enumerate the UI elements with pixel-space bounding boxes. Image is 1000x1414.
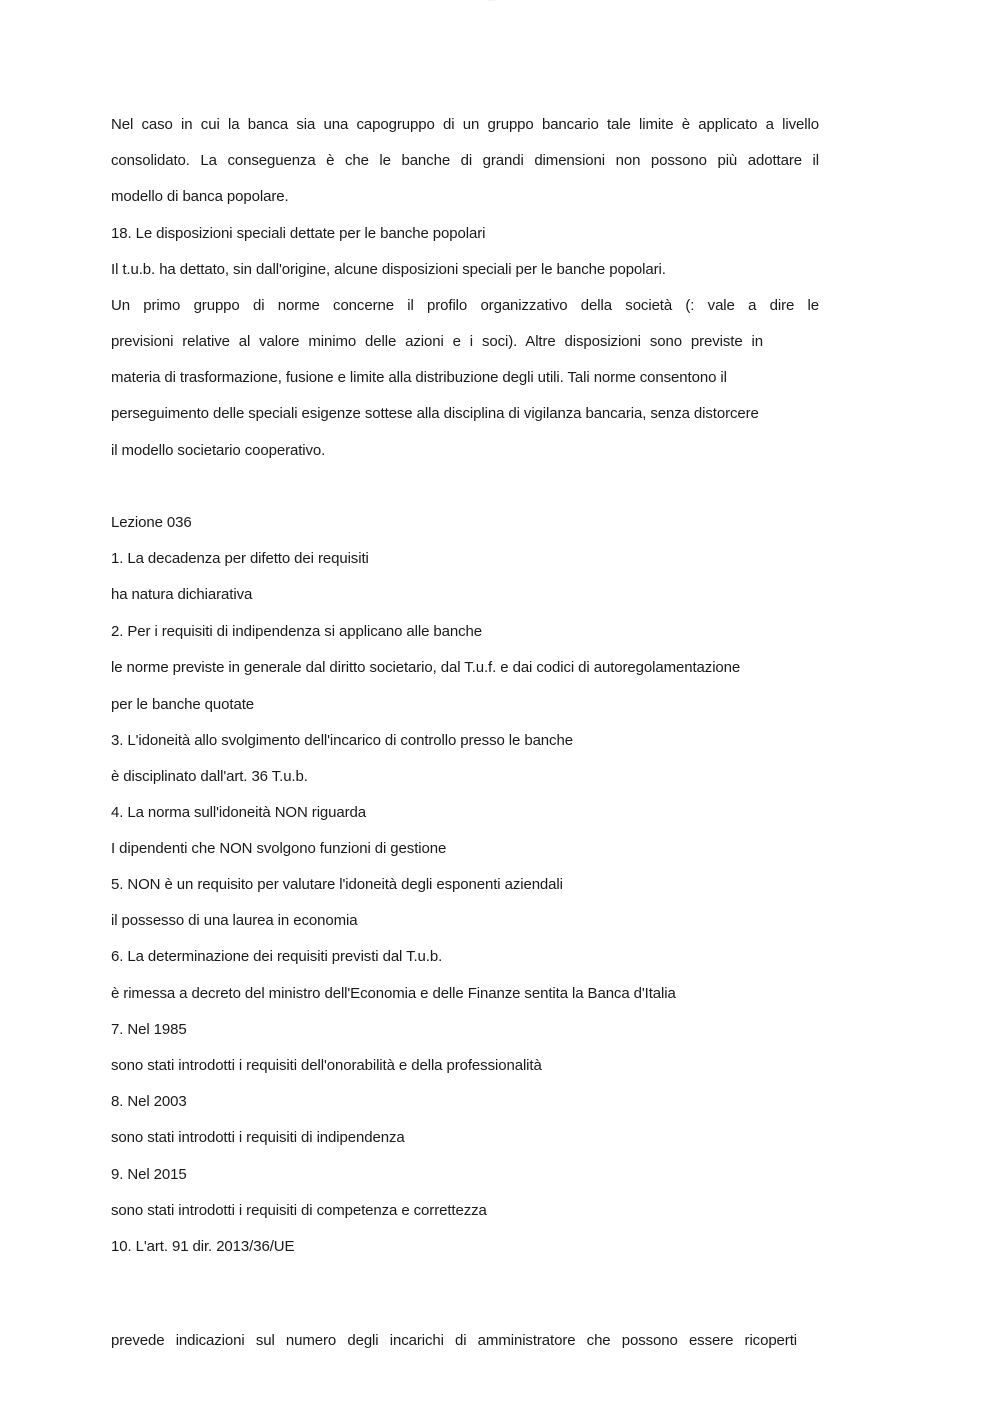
question-line: 7. Nel 1985	[111, 1021, 187, 1038]
answer-line: è disciplinato dall'art. 36 T.u.b.	[111, 768, 308, 785]
paragraph-line: consolidato. La conseguenza è che le banche di grandi dimensioni non possono più adottare il	[111, 152, 819, 169]
paragraph-line: materia di trasformazione, fusione e limite alla distribuzione degli utili. Tali norme consentono il	[111, 369, 727, 386]
answer-line: I dipendenti che NON svolgono funzioni di gestione	[111, 840, 447, 857]
answer-line: prevede indicazioni sul numero degli incarichi di amministratore che possono essere ricoperti	[111, 1332, 797, 1349]
question-line: 1. La decadenza per difetto dei requisiti	[111, 550, 369, 567]
paragraph-line: Nel caso in cui la banca sia una capogruppo di un gruppo bancario tale limite è applicato a livello	[111, 116, 819, 133]
question-line: 3. L'idoneità allo svolgimento dell'incarico di controllo presso le banche	[111, 732, 573, 749]
answer-line: il possesso di una laurea in economia	[111, 912, 358, 929]
answer-line: sono stati introdotti i requisiti di competenza e correttezza	[111, 1202, 487, 1219]
question-line: 8. Nel 2003	[111, 1093, 187, 1110]
answer-line: sono stati introdotti i requisiti di indipendenza	[111, 1129, 405, 1146]
paragraph-line: modello di banca popolare.	[111, 188, 289, 205]
question-line: 5. NON è un requisito per valutare l'idoneità degli esponenti aziendali	[111, 876, 563, 893]
paragraph-line: previsioni relative al valore minimo delle azioni e i soci). Altre disposizioni sono previste in	[111, 333, 763, 350]
section-heading: 18. Le disposizioni speciali dettate per le banche popolari	[111, 225, 486, 242]
question-line: 6. La determinazione dei requisiti previsti dal T.u.b.	[111, 948, 443, 965]
answer-line: è rimessa a decreto del ministro dell'Economia e delle Finanze sentita la Banca d'Italia	[111, 985, 676, 1002]
paragraph-line: Un primo gruppo di norme concerne il profilo organizzativo della società (: vale a dire le	[111, 297, 819, 314]
question-line: 2. Per i requisiti di indipendenza si applicano alle banche	[111, 623, 483, 640]
answer-line: per le banche quotate	[111, 696, 255, 713]
paragraph-line: Il t.u.b. ha dettato, sin dall'origine, alcune disposizioni speciali per le banche popolari.	[111, 261, 666, 278]
paragraph-line: perseguimento delle speciali esigenze sottese alla disciplina di vigilanza bancaria, senza distorcere	[111, 405, 759, 422]
question-line: 9. Nel 2015	[111, 1166, 187, 1183]
page-header-mark: — — —	[488, 0, 496, 2]
paragraph-line: il modello societario cooperativo.	[111, 442, 326, 459]
question-line: 4. La norma sull'idoneità NON riguarda	[111, 804, 367, 821]
answer-line: le norme previste in generale dal diritto societario, dal T.u.f. e dai codici di autoregolamentazione	[111, 659, 741, 676]
answer-line: sono stati introdotti i requisiti dell'onorabilità e della professionalità	[111, 1057, 542, 1074]
lesson-heading: Lezione 036	[111, 514, 192, 531]
question-line: 10. L'art. 91 dir. 2013/36/UE	[111, 1238, 295, 1255]
answer-line: ha natura dichiarativa	[111, 586, 253, 603]
